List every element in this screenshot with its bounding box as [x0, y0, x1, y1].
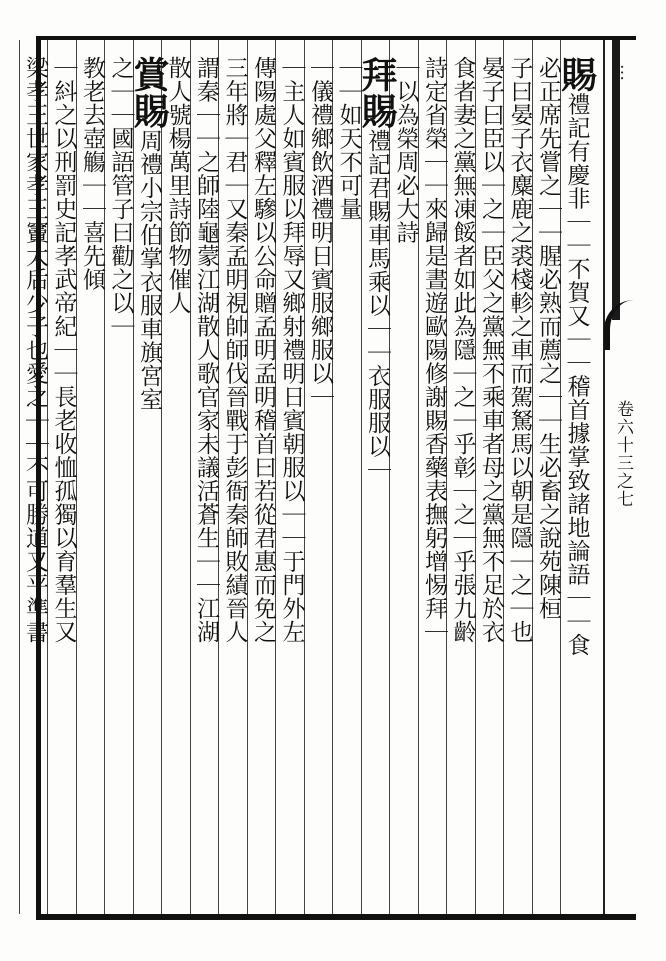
column-text: 食者妻之黨無凍餒者如此為隱｜之｜乎彰｜之｜乎張九齡 — [449, 56, 476, 644]
page-border-bottom — [36, 914, 636, 920]
text-column — [477, 56, 506, 910]
text-column — [21, 56, 50, 910]
column-text: ｜｜如天不可量 — [335, 56, 362, 221]
fishtail-mark — [604, 300, 642, 350]
text-column — [391, 56, 420, 910]
text-column — [306, 56, 335, 910]
text-column — [420, 56, 449, 910]
margin-rule — [603, 40, 605, 914]
column-text: ｜儀禮鄉飲酒禮明日賓服鄉服以｜ — [307, 56, 333, 409]
text-column — [505, 56, 534, 910]
text-column — [277, 56, 306, 910]
column-text: 晏子曰臣以｜之｜臣父之黨無不乘車者母之黨無不足於衣 — [478, 56, 504, 644]
text-column — [534, 56, 563, 910]
text-column — [448, 56, 477, 910]
column-text: 謂秦｜｜之師陸龜蒙江湖散人歌官家未議活蒼生｜｜江湖 — [193, 56, 219, 644]
running-head: … — [616, 64, 636, 84]
column-text: 禮記有慶非｜｜不賀又｜｜稽首據掌致諸地論語｜｜食 — [563, 92, 590, 657]
column-text: ｜主人如賓服以拜辱又鄉射禮明日賓朝服以｜｜于門外左 — [278, 56, 305, 644]
column-text: 必正席先嘗之｜｜腥必熟而薦之｜｜生必畜之說苑陳桓 — [535, 56, 561, 620]
entry-headword: 賞賜 — [128, 56, 170, 129]
column-text: 周禮小宗伯掌衣服車旗宮室 — [136, 129, 162, 411]
text-column — [249, 56, 278, 910]
column-text: 梁孝王世家孝王竇太后少子也愛之｜｜不可勝道又平準書 — [22, 56, 48, 644]
text-column — [555, 56, 598, 910]
folio-chapter: 卷六十三之七 — [613, 400, 633, 508]
text-column — [128, 56, 170, 910]
column-text: 教老去壺觴｜｜喜先傾 — [79, 56, 105, 291]
column-text: 詩定省榮｜｜來歸是晝遊歐陽修謝賜香藥表撫躬增惕拜｜ — [421, 56, 447, 644]
column-text: 之｜｜國語管子曰勸之以｜ — [107, 56, 134, 338]
text-column — [220, 56, 249, 910]
column-text: ｜以為榮周必大詩 — [392, 56, 419, 244]
text-column — [356, 56, 398, 910]
text-column — [334, 56, 363, 910]
column-text: 散人號楊萬里詩節物催人 — [164, 56, 191, 315]
text-column — [163, 56, 192, 910]
text-column — [78, 56, 107, 910]
entry-headword: 拜賜 — [356, 56, 398, 129]
text-column — [106, 56, 135, 910]
column-text: ｜紏之以刑罰史記孝武帝紀｜｜長老收恤孤獨以育羣生又 — [50, 56, 77, 644]
column-text: 子曰晏子衣麋鹿之裘棧軫之車而駕駑馬以朝是隱｜之｜也 — [506, 56, 533, 644]
entry-headword: 賜 — [555, 56, 598, 93]
column-rule — [19, 40, 20, 914]
page-border-top — [36, 36, 636, 40]
text-column — [192, 56, 221, 910]
column-text: 傳陽處父釋左驂以公命贈孟明孟明稽首曰若從君惠而免之 — [250, 56, 276, 644]
column-text: 三年將｜君｜又秦孟明視帥師伐晉戰于彭衙秦師敗績晉人 — [221, 56, 248, 644]
column-text: 禮記君賜車馬乘以｜｜衣服服以｜ — [364, 129, 390, 482]
text-column — [49, 56, 78, 910]
